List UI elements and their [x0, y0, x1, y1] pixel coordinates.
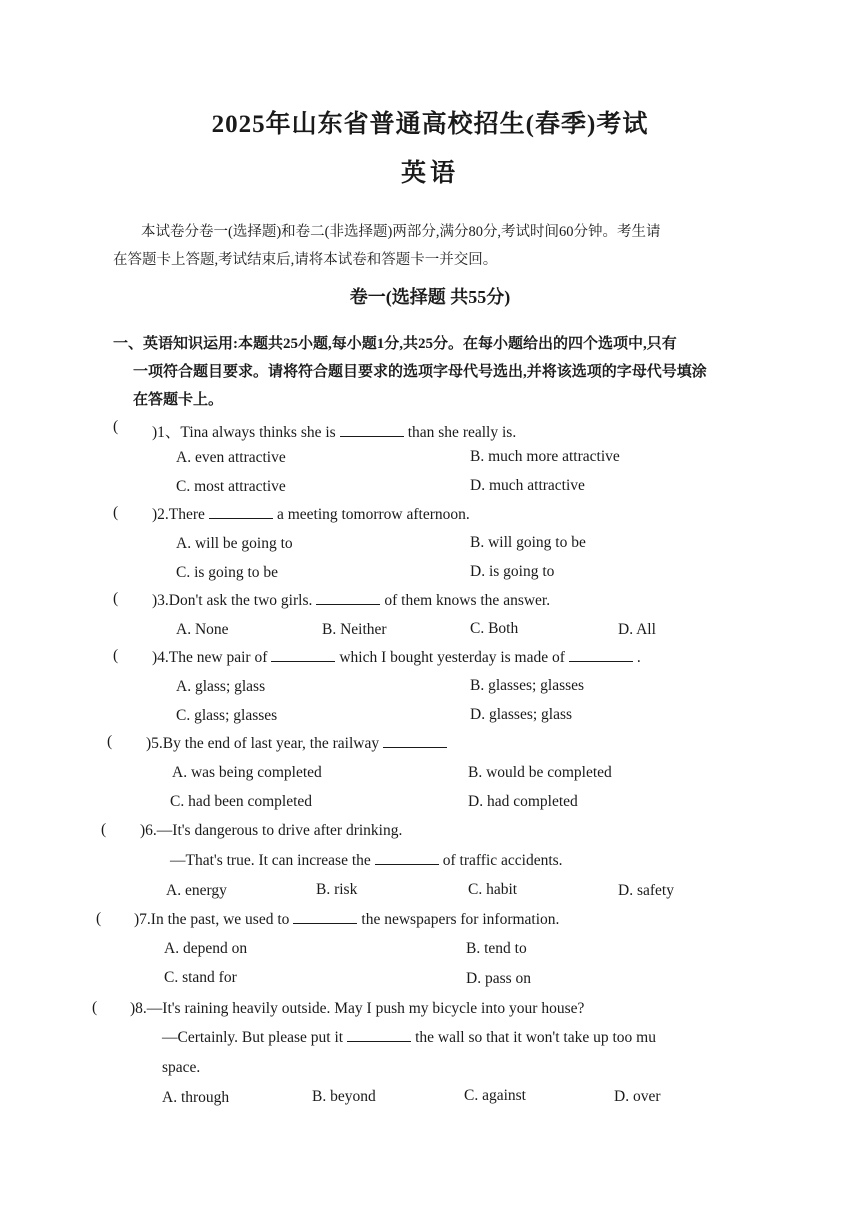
answer-bracket-2: ( — [113, 504, 119, 521]
option-d: D. glasses; glass — [470, 706, 573, 723]
option-a: A. through — [162, 1089, 230, 1106]
option-c: C. most attractive — [176, 478, 286, 495]
question-8-reply — [162, 1029, 656, 1047]
answer-blank — [209, 506, 273, 519]
question-number: )3. — [152, 592, 169, 609]
option-a: A. glass; glass — [176, 678, 266, 695]
stem-text: —It's dangerous to drive after drinking. — [156, 822, 403, 839]
answer-bracket-3: ( — [113, 590, 119, 607]
option-b: B. beyond — [312, 1088, 376, 1105]
stem-text: Don't ask the two girls. — [168, 592, 313, 609]
option-a: A. energy — [166, 882, 227, 899]
answer-bracket-4: ( — [113, 647, 119, 664]
part-line-2: 一项符合题目要求。请将符合题目要求的选项字母代号选出,并将该选项的字母代号填涂 — [133, 364, 707, 380]
answer-bracket-5: ( — [107, 733, 113, 750]
part-instructions — [113, 330, 778, 414]
stem-text: than she really is. — [407, 424, 517, 441]
option-d: D. much attractive — [470, 477, 585, 494]
stem-text: In the past, we used to — [150, 911, 290, 928]
option-c: C. habit — [468, 881, 518, 898]
option-b: B. will going to be — [470, 534, 586, 551]
section-title: 卷一(选择题 共55分) — [349, 287, 511, 307]
question-number: )5. — [146, 735, 163, 752]
option-d: D. All — [618, 621, 656, 638]
option-c: C. is going to be — [176, 564, 279, 581]
answer-blank — [271, 649, 335, 662]
stem-text: The new pair of — [168, 649, 268, 666]
answer-bracket-8: ( — [92, 999, 98, 1016]
option-b: B. tend to — [466, 940, 527, 957]
answer-blank — [293, 911, 357, 924]
option-a: A. depend on — [164, 940, 248, 957]
answer-blank — [383, 735, 447, 748]
option-b: B. glasses; glasses — [470, 677, 585, 694]
stem-text: —That's true. It can increase the — [170, 852, 371, 869]
question-number: )2. — [152, 506, 169, 523]
question-8-reply-cont: space. — [162, 1059, 201, 1076]
answer-bracket-1: ( — [113, 418, 119, 435]
question-number: )4. — [152, 649, 169, 666]
part-line-3: 在答题卡上。 — [133, 392, 224, 408]
stem-text: —Certainly. But please put it — [162, 1029, 344, 1046]
answer-blank — [375, 852, 439, 865]
answer-bracket-6: ( — [101, 821, 107, 838]
question-number: )8. — [130, 1000, 147, 1017]
option-b: B. would be completed — [468, 764, 612, 781]
option-c: C. had been completed — [170, 793, 313, 810]
instructions-line-1: 本试卷分卷一(选择题)和卷二(非选择题)两部分,满分80分,考试时间60分钟。考生请 — [141, 224, 661, 240]
part-line-1: 一、英语知识运用:本题共25小题,每小题1分,共25分。在每小题给出的四个选项中,只有 — [113, 336, 677, 352]
question-6-stem — [140, 822, 402, 840]
question-4-stem — [152, 649, 641, 667]
answer-blank — [347, 1029, 411, 1042]
question-8-stem — [130, 1000, 584, 1018]
option-d: D. safety — [618, 882, 674, 899]
option-a: A. even attractive — [176, 449, 286, 466]
option-b: B. much more attractive — [470, 448, 620, 465]
exam-title: 2025年山东省普通高校招生(春季)考试 — [211, 111, 649, 138]
answer-bracket-7: ( — [96, 910, 102, 927]
stem-text: Tina always thinks she is — [180, 424, 336, 441]
question-number: )7. — [134, 911, 151, 928]
option-c: C. against — [464, 1087, 526, 1104]
exam-instructions — [113, 218, 773, 274]
question-3-stem — [152, 592, 550, 610]
instructions-line-2: 在答题卡上答题,考试结束后,请将本试卷和答题卡一并交回。 — [113, 252, 498, 268]
option-d: D. pass on — [466, 970, 532, 987]
stem-text: of traffic accidents. — [442, 852, 563, 869]
option-c: C. glass; glasses — [176, 707, 278, 724]
question-5-stem — [146, 735, 451, 753]
stem-text: There — [168, 506, 205, 523]
answer-blank — [316, 592, 380, 605]
stem-text: the newspapers for information. — [361, 911, 560, 928]
answer-blank — [340, 424, 404, 437]
question-7-stem — [134, 911, 559, 929]
option-a: A. was being completed — [172, 764, 322, 781]
option-c: C. Both — [470, 620, 519, 637]
stem-text: —It's raining heavily outside. May I push my bicycle into your house? — [146, 1000, 585, 1017]
option-a: A. will be going to — [176, 535, 293, 552]
option-b: B. risk — [316, 881, 358, 898]
question-1-stem — [152, 420, 516, 442]
stem-text: a meeting tomorrow afternoon. — [276, 506, 470, 523]
answer-blank — [569, 649, 633, 662]
question-6-reply — [170, 852, 563, 870]
option-d: D. had completed — [468, 793, 578, 810]
option-d: D. is going to — [470, 563, 555, 580]
option-d: D. over — [614, 1088, 661, 1105]
option-a: A. None — [176, 621, 229, 638]
stem-text: the wall so that it won't take up too mu — [415, 1029, 656, 1046]
question-number: )1、 — [152, 424, 181, 441]
option-b: B. Neither — [322, 621, 387, 638]
stem-text: which I bought yesterday is made of — [339, 649, 565, 666]
question-2-stem — [152, 506, 470, 524]
question-number: )6. — [140, 822, 157, 839]
stem-text: of them knows the answer. — [384, 592, 551, 609]
stem-text: . — [636, 649, 641, 666]
stem-text: By the end of last year, the railway — [162, 735, 380, 752]
exam-subject: 英语 — [400, 160, 459, 187]
option-c: C. stand for — [164, 969, 237, 986]
